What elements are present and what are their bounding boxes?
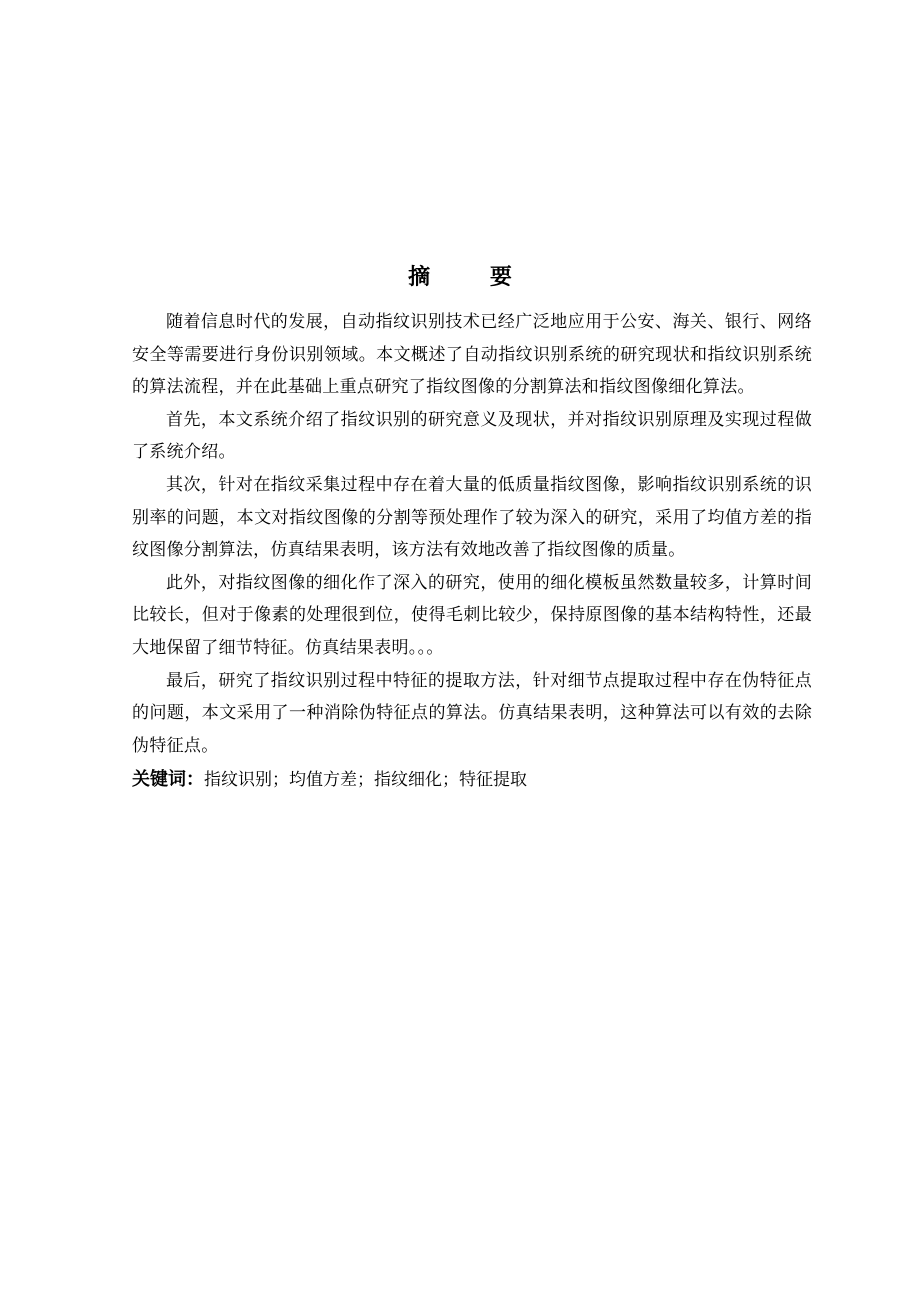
abstract-paragraph-4: 此外，对指纹图像的细化作了深入的研究，使用的细化模板虽然数量较多，计算时间比较长，但对于像素的处理很到位，使得毛刺比较少，保持原图像的基本结构特性，还最大地保留了细节特征。仿真结果表明。。。 xyxy=(132,572,812,658)
abstract-paragraph-5: 最后，研究了指纹识别过程中特征的提取方法，针对细节点提取过程中存在伪特征点的问题，本文采用了一种消除伪特征点的算法。仿真结果表明，这种算法可以有效的去除伪特征点。 xyxy=(132,670,812,756)
abstract-title: 摘 要 xyxy=(408,265,538,290)
keywords-label: 关键词： xyxy=(132,769,204,791)
abstract-paragraph-1: 随着信息时代的发展，自动指纹识别技术已经广泛地应用于公安、海关、银行、网络安全等需要进行身份识别领域。本文概述了自动指纹识别系统的研究现状和指纹识别系统的算法流程，并在此基础上重点研究了指纹图像的分割算法和指纹图像细化算法。 xyxy=(132,312,812,398)
abstract-paragraph-2: 首先，本文系统介绍了指纹识别的研究意义及现状，并对指纹识别原理及实现过程做了系统介绍。 xyxy=(132,409,812,463)
abstract-body xyxy=(132,306,812,797)
keywords-line xyxy=(132,763,812,797)
abstract-paragraph-3: 其次，针对在指纹采集过程中存在着大量的低质量指纹图像，影响指纹识别系统的识别率的问题，本文对指纹图像的分割等预处理作了较为深入的研究，采用了均值方差的指纹图像分割算法，仿真结果表明，该方法有效地改善了指纹图像的质量。 xyxy=(132,474,812,561)
keywords-list: 指纹识别；均值方差；指纹细化；特征提取 xyxy=(204,770,527,791)
